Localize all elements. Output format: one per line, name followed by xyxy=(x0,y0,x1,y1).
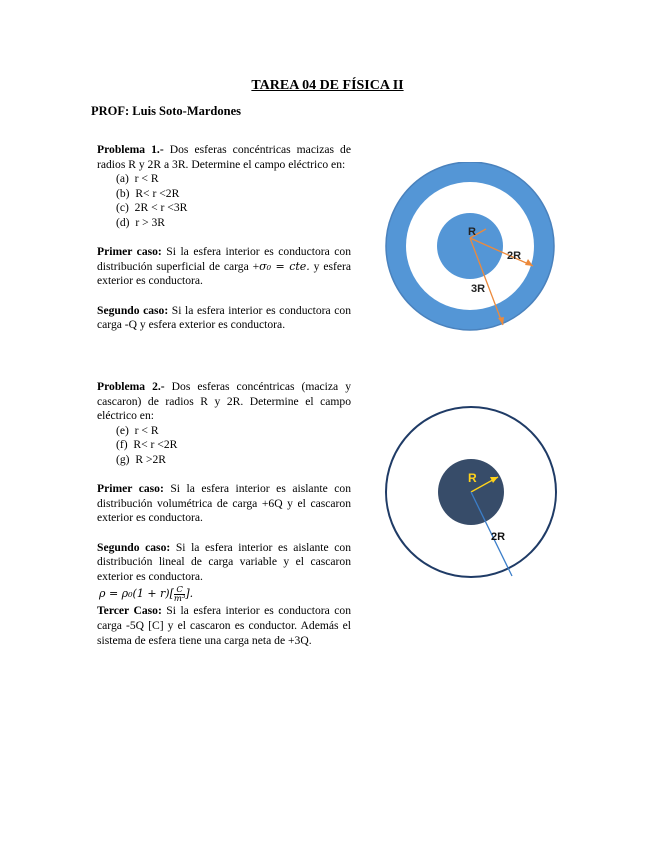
problem-2-first-case: Primer caso: Si la esfera interior es aislante con distribución volumétrica de carga +6Q y el cascaron exterior es conductora. xyxy=(97,482,351,525)
label-r: R xyxy=(468,471,477,485)
problem-1-first-case: Primer caso: Si la esfera interior es conductora con distribución superficial de carga +σ₀ = cte. y esfera exterior es conductora. xyxy=(97,245,352,288)
label-2r: 2R xyxy=(491,531,506,543)
list-item: (d) r > 3R xyxy=(116,215,166,229)
list-item: (g) R >2R xyxy=(116,452,167,466)
problem-1-cases xyxy=(97,172,351,230)
problem-2-cases xyxy=(97,424,351,468)
problem-2-statement: Problema 2.- Dos esferas concéntricas (maciza y cascaron) de radios R y 2R. Determine el campo eléctrico en: xyxy=(97,380,351,423)
problem-1-heading: Problema 1.- xyxy=(97,143,164,156)
list-item: (b) R< r <2R xyxy=(116,186,180,200)
concentric-spheres-figure-1 xyxy=(370,162,570,342)
label-r: R xyxy=(468,226,476,238)
problem-2-block xyxy=(97,380,351,648)
list-item: (c) 2R < r <3R xyxy=(116,201,188,215)
rho-formula: ρ = ρ₀(1 + r)[ $\frac{C}{\text{m³}}$ ]. xyxy=(99,585,194,605)
inner-sphere xyxy=(437,213,503,279)
problem-1-statement: Problema 1.- Dos esferas concéntricas macizas de radios R y 2R a 3R. Determine el campo eléctrico en: xyxy=(97,143,351,171)
list-item: (f) R< r <2R xyxy=(116,438,178,452)
document-title: TAREA 04 DE FÍSICA II xyxy=(251,78,404,93)
professor-name: PROF: Luis Soto-Mardones xyxy=(91,104,241,118)
problem-1-second-case: Segundo caso: Si la esfera interior es conductora con carga -Q y esfera exterior es conductora. xyxy=(97,303,352,332)
label-2r: 2R xyxy=(507,250,522,262)
problem-2-heading: Problema 2.- xyxy=(97,380,165,393)
sigma-formula: σ₀ = cte. xyxy=(259,259,310,273)
list-item: (a) r < R xyxy=(116,172,159,186)
list-item: (e) r < R xyxy=(116,423,159,437)
problem-1-block xyxy=(97,143,351,333)
problem-2-second-case: Segundo caso: Si la esfera interior es aislante con distribución lineal de carga variable y el cascaron exterior es conductora. xyxy=(97,540,351,583)
sphere-and-shell-figure-2 xyxy=(373,405,573,585)
label-3r: 3R xyxy=(471,283,486,295)
problem-2-third-case: Tercer Caso: Si la esfera interior es conductora con carga -5Q [C] y el cascaron es conductor. Además el sistema de esfera tiene una carga neta de +3Q. xyxy=(97,604,351,647)
